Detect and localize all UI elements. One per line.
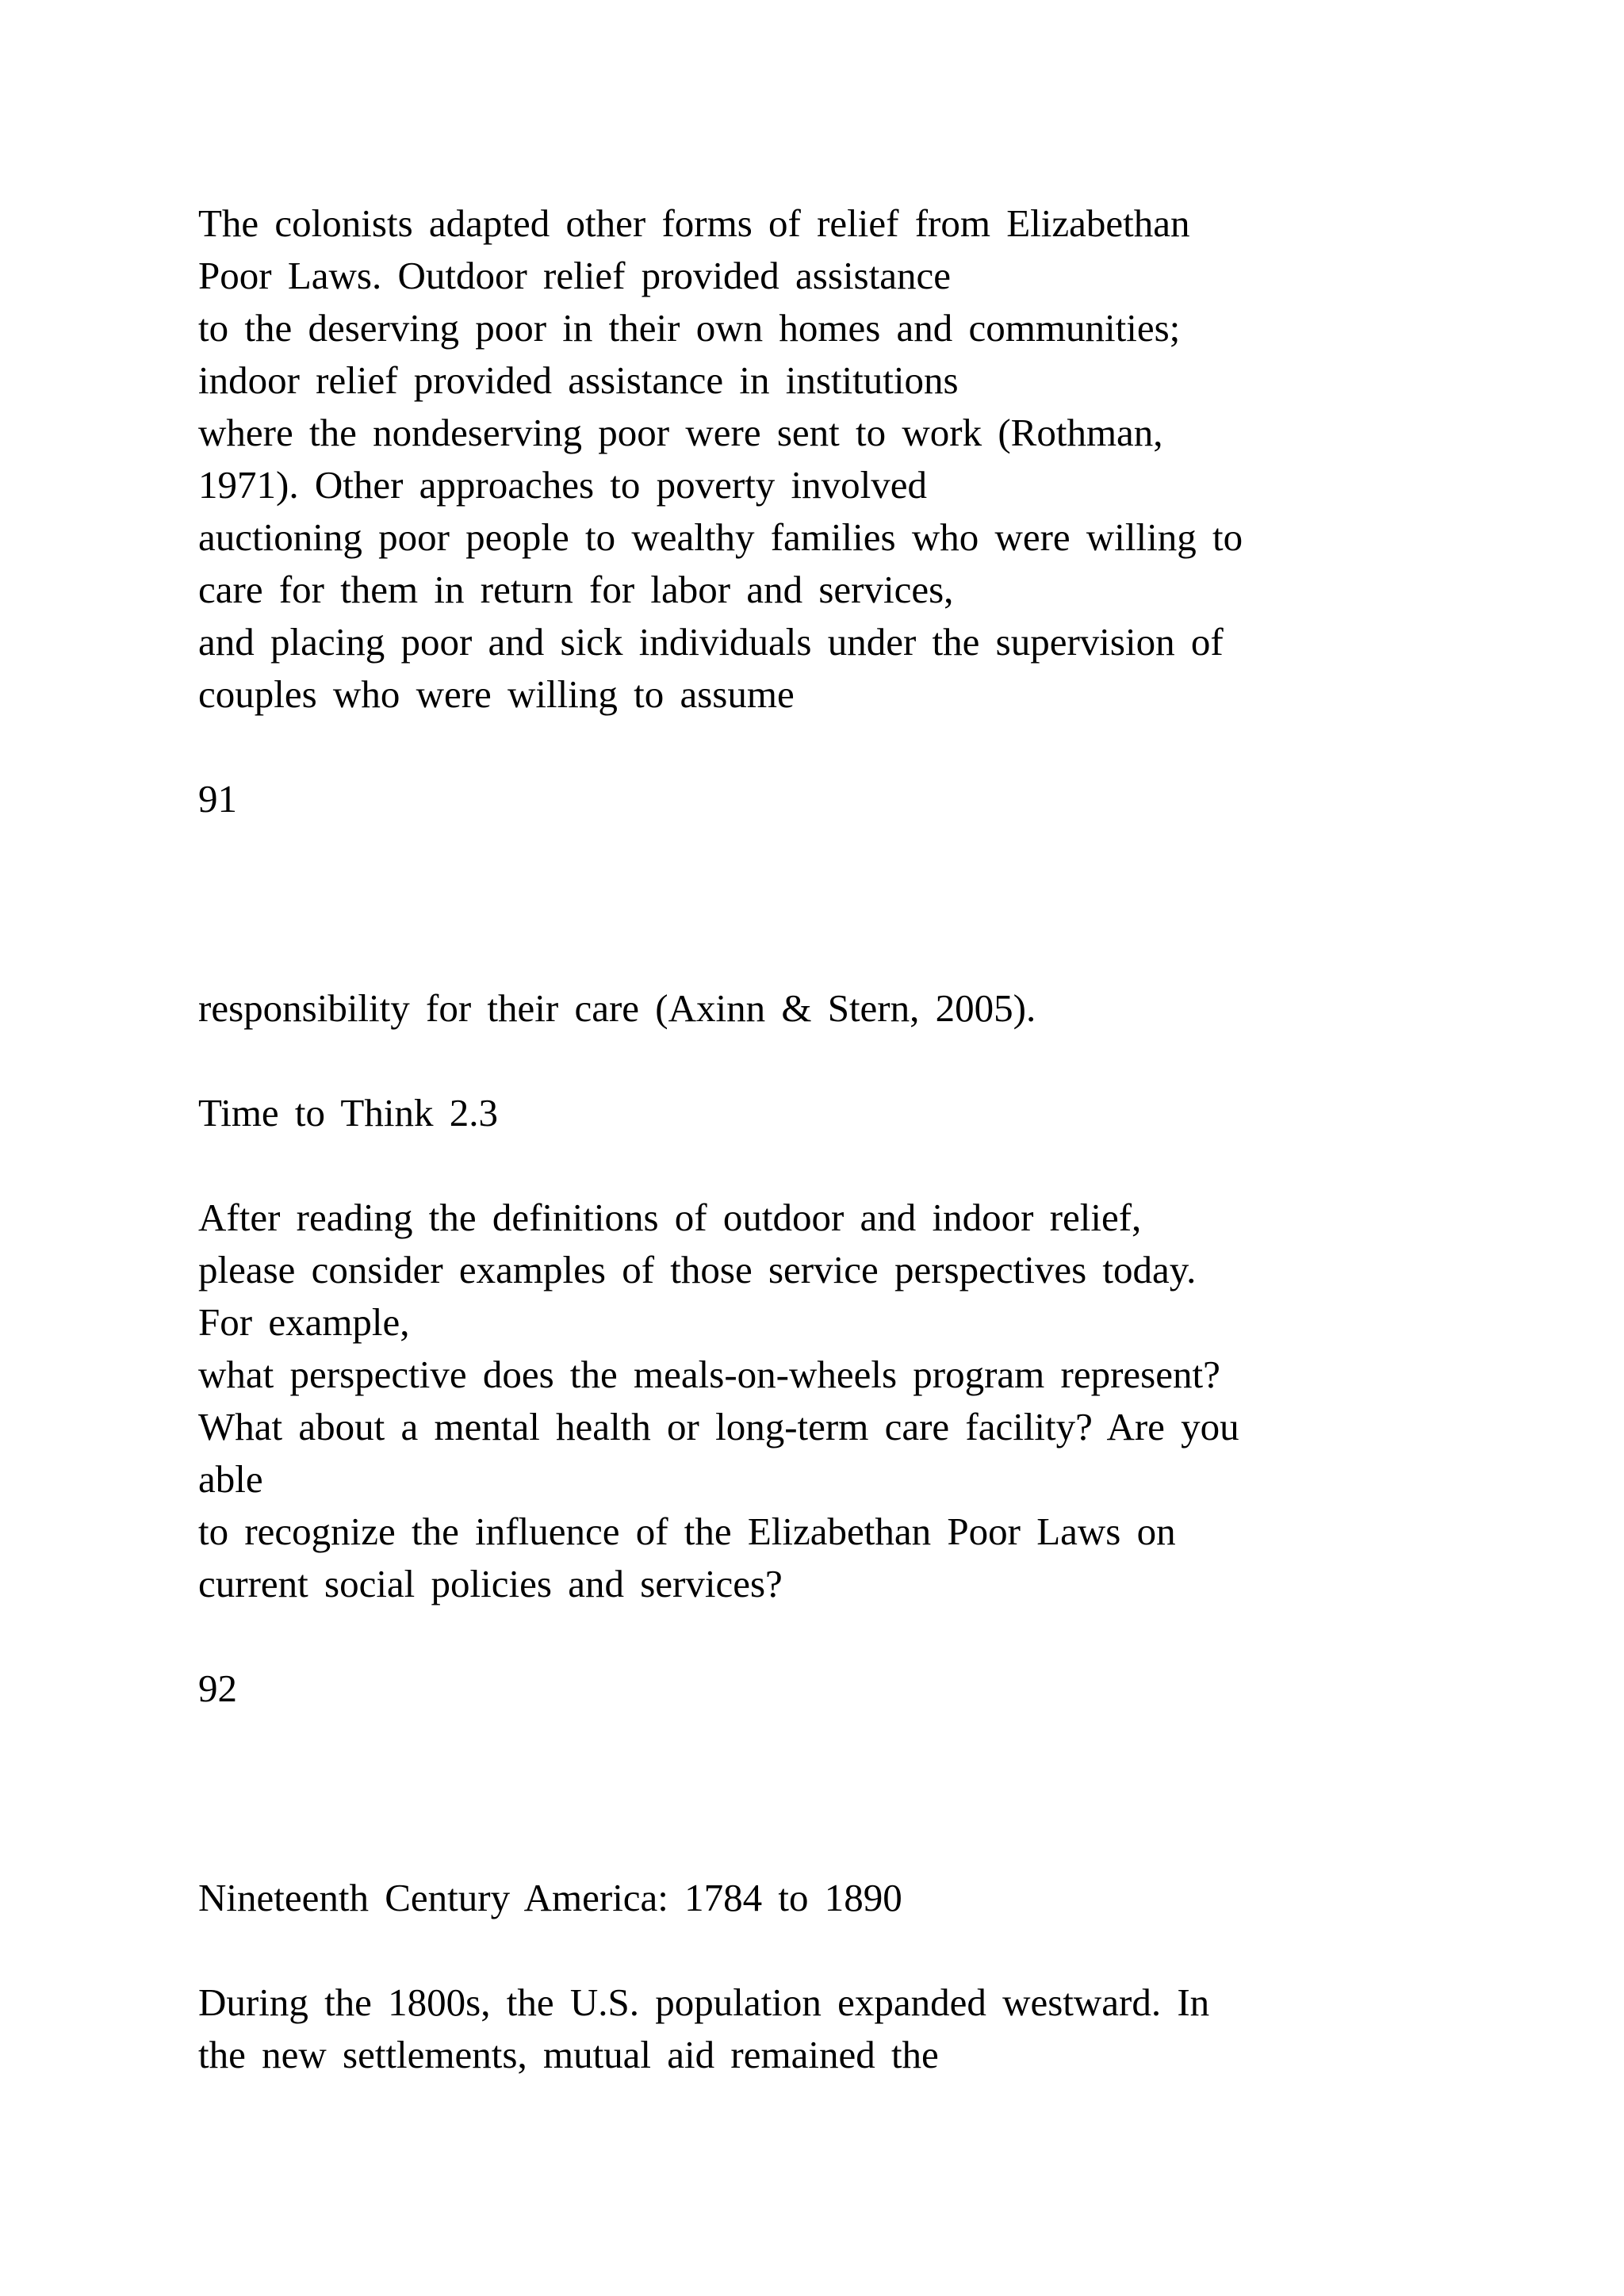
page-number: 92	[198, 1667, 237, 1710]
paragraph-line: where the nondeserving poor were sent to work (Rothman,	[198, 411, 1163, 454]
paragraph-line: please consider examples of those service perspectives today.	[198, 1248, 1197, 1292]
paragraph-line: responsibility for their care (Axinn & Stern, 2005).	[198, 986, 1036, 1030]
paragraph-line: to the deserving poor in their own homes and communities;	[198, 306, 1181, 350]
page-number: 91	[198, 777, 237, 821]
sidebar-heading: Time to Think 2.3	[198, 1091, 498, 1135]
paragraph-line: After reading the definitions of outdoor and indoor relief,	[198, 1196, 1142, 1239]
paragraph-line: couples who were willing to assume	[198, 672, 795, 716]
paragraph-line: indoor relief provided assistance in institutions	[198, 358, 959, 402]
paragraph-line: auctioning poor people to wealthy families who were willing to	[198, 515, 1243, 559]
paragraph-line: care for them in return for labor and services,	[198, 568, 954, 611]
paragraph-line: What about a mental health or long-term care facility? Are you	[198, 1405, 1239, 1448]
paragraph-line: current social policies and services?	[198, 1562, 783, 1605]
paragraph-line: the new settlements, mutual aid remained the	[198, 2033, 939, 2076]
paragraph-line: to recognize the influence of the Elizabethan Poor Laws on	[198, 1510, 1176, 1553]
section-heading: Nineteenth Century America: 1784 to 1890	[198, 1876, 902, 1919]
paragraph-line: For example,	[198, 1300, 410, 1344]
paragraph-line: The colonists adapted other forms of relief from Elizabethan	[198, 201, 1190, 245]
paragraph-line: what perspective does the meals-on-wheels program represent?	[198, 1353, 1220, 1396]
paragraph-line: 1971). Other approaches to poverty involved	[198, 463, 928, 507]
paragraph-line: and placing poor and sick individuals under the supervision of	[198, 620, 1224, 664]
paragraph-line: Poor Laws. Outdoor relief provided assistance	[198, 254, 951, 297]
paragraph-line: During the 1800s, the U.S. population expanded westward. In	[198, 1980, 1210, 2024]
paragraph-line: able	[198, 1457, 263, 1501]
